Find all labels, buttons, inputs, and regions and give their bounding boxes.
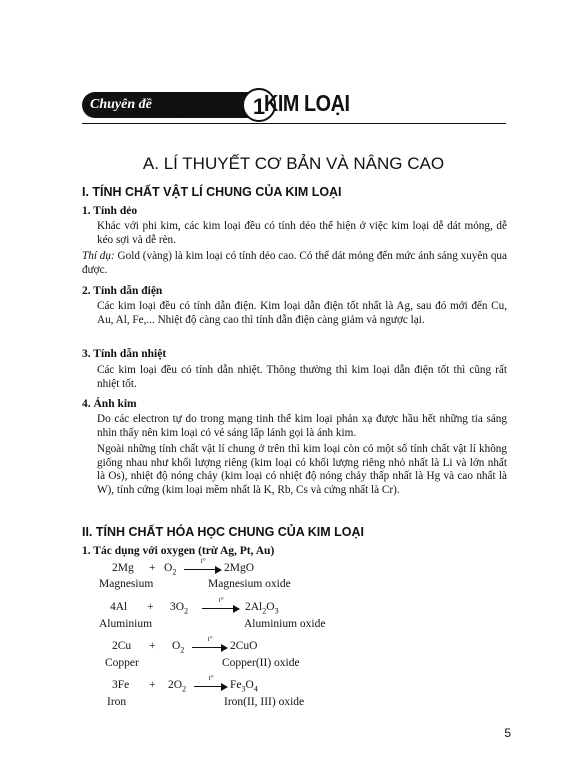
paragraph-luster-1: Do các electron tự do trong mạng tinh thể kim loại phản xạ được hầu hết những tia sáng nhìn thấy nên kim loại có vẻ sáng lấp lánh gọi là ánh kim. [97,413,507,439]
reaction-4-reactant-name: Iron [107,696,127,708]
reaction-3-arrow: t° [192,641,228,651]
reaction-2-product: $2Al_2O_3$ [245,601,279,616]
reaction-3-product-name: Copper(II) oxide [222,657,300,669]
subheading-conductivity: 2. Tính dẫn điện [82,285,163,297]
paragraph-conductivity: Các kim loại đều có tính dẫn điện. Kim loại dẫn điện tốt nhất là Ag, sau đó mới đến Cu, Au, Al, Fe,... Nhiệt độ càng cao thì tính dẫn điện càng giảm và ngược lại. [97,300,507,326]
paragraph-ductility: Khác với phi kim, các kim loại đều có tính dẻo thể hiện ở việc kim loại dễ dát mỏng, dễ kéo sợi và dễ rèn. [97,220,507,246]
paragraph-thermal: Các kim loại đều có tính dẫn nhiệt. Thông thường thì kim loại dẫn điện tốt thì cũng rất nhiệt tốt. [97,364,507,390]
reaction-1-product: 2MgO [224,562,255,574]
example-paragraph [82,250,507,277]
paragraph-luster-2: Ngoài những tính chất vật lí chung ở trên thì kim loại còn có một số tính chất vật lí không giống nhau như khối lượng riêng (kim loại có khối lượng riêng nhỏ nhất là Li và lớn nhất là Os), nhiệt độ nóng chảy (kim loại có nhiệt độ nóng chảy thấp nhất là Hg và cao nhất là W), tính cứng (kim loại mềm nhất là K, Rb, Cs và cứng nhất là Cr). [97,443,507,496]
subheading-ductility: 1. Tính dẻo [82,205,138,217]
reaction-4-reactant-2: $2O_2$ [168,679,187,694]
reaction-2-reactant-1: 4Al [110,601,128,613]
reaction-2-product-name: Aluminium oxide [244,618,326,630]
reaction-3-reactant-1: 2Cu [112,640,132,652]
reaction-1-reactant-name: Magnesium [99,578,154,590]
reaction-1-product-name: Magnesium oxide [208,578,291,590]
reaction-3-plus: + [149,640,156,652]
chapter-title: KIM LOẠI [264,90,350,116]
chapter-number: 1 [242,88,276,122]
chapter-header [82,86,506,126]
reaction-3-product: 2CuO [230,640,258,652]
part2-heading: II. TÍNH CHẤT HÓA HỌC CHUNG CỦA KIM LOẠI [82,524,364,539]
subheading-thermal: 3. Tính dẫn nhiệt [82,348,167,360]
subheading-oxygen: 1. Tác dụng với oxygen (trừ Ag, Pt, Au) [82,545,275,557]
page-number: 5 [504,726,511,740]
example-label: Thí dụ: [82,250,115,262]
reaction-1-reactant-2: $O_2$ [164,562,177,577]
reaction-4-plus: + [149,679,156,691]
heat-condition: t° [200,557,206,565]
reaction-4-arrow: t° [194,680,228,690]
part1-heading: I. TÍNH CHẤT VẬT LÍ CHUNG CỦA KIM LOẠI [82,184,342,199]
example-text: Gold (vàng) là kim loại có tính dẻo cao. Có thể dát mỏng đến mức ánh sáng xuyên qua được. [82,250,507,276]
chapter-divider [82,123,506,125]
reaction-1-reactant-1: 2Mg [112,562,134,574]
reaction-1-plus: + [149,562,156,574]
reaction-3-reactant-name: Copper [105,657,139,669]
reaction-2-reactant-name: Aluminium [99,618,153,630]
reaction-2-arrow: t° [202,602,240,612]
reaction-2-reactant-2: $3O_2$ [170,601,189,616]
reaction-4-product-name: Iron(II, III) oxide [224,696,305,708]
reaction-4-reactant-1: 3Fe [112,679,130,691]
subheading-luster: 4. Ánh kim [82,398,137,410]
reaction-1-arrow [184,557,222,573]
reaction-2-plus: + [147,601,154,613]
reaction-4-product: $Fe_3O_4$ [230,679,258,694]
section-title: A. LÍ THUYẾT CƠ BẢN VÀ NÂNG CAO [142,154,445,173]
reaction-3-reactant-2: $O_2$ [172,640,185,655]
chapter-label: Chuyên đề [82,92,178,118]
